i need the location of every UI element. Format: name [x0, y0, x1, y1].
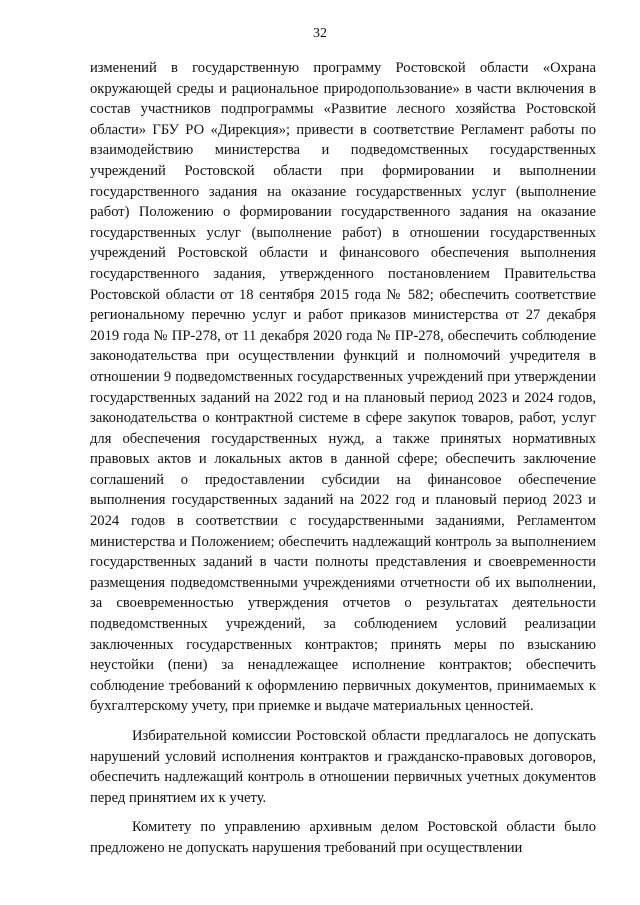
document-body — [90, 58, 596, 859]
paragraph-continuation: изменений в государственную программу Ростовской области «Охрана окружающей среды и рациональное природопользование» в части включения в состав участников подпрограммы «Развитие лесного хозяйства Ростовской области» ГБУ РО «Дирекция»; привести в соответствие Регламент работы по взаимодействию министерства и подведомственных государственных учреждений Ростовской области при формировании и выполнении государственного задания на оказание государственных услуг (выполнение работ) Положению о формировании государственного задания на оказание государственных услуг (выполнение работ) в отношении государственных учреждений Ростовской области и финансового обеспечения выполнения государственного задания, утвержденного постановлением Правительства Ростовской области от 18 сентября 2015 года № 582; обеспечить соответствие региональному перечню услуг и работ приказов министерства от 27 декабря 2019 года № ПР-278, от 11 декабря 2020 года № ПР-278, обеспечить соблюдение законодательства при осуществлении функций и полномочий учредителя в отношении 9 подведомственных государственных учреждений при утверждении государственных заданий на 2022 год и на плановый период 2023 и 2024 годов, законодательства о контрактной системе в сфере закупок товаров, работ, услуг для обеспечения государственных нужд, а также принятых нормативных правовых актов и локальных актов в данной сфере; обеспечить заключение соглашений о предоставлении субсидии на финансовое обеспечение выполнения государственных заданий на 2022 год и плановый период 2023 и 2024 годов в соответствии с государственными заданиями, Регламентом министерства и Положением; обеспечить надлежащий контроль за выполнением государственных заданий в части полноты представления и своевременности размещения подведомственными учреждениями отчетности об их выполнении, за своевременностью утверждения отчетов о результатах деятельности подведомственных учреждений, за соблюдением условий реализации заключенных государственных контрактов; принять меры по взысканию неустойки (пени) за ненадлежащее исполнение контрактов; обеспечить соблюдение требований к оформлению первичных документов, принимаемых к бухгалтерскому учету, при приемке и выдаче материальных ценностей. — [90, 60, 596, 715]
paragraph-archive-committee: Комитету по управлению архивным делом Ростовской области было предложено не допускать нарушения требований при осуществлении — [90, 819, 596, 856]
page-number: 32 — [313, 26, 327, 41]
paragraph-election-commission: Избирательной комиссии Ростовской области предлагалось не допускать нарушений условий исполнения контрактов и гражданско-правовых договоров, обеспечить надлежащий контроль в отношении первичных учетных документов перед принятием их к учету. — [90, 728, 596, 806]
